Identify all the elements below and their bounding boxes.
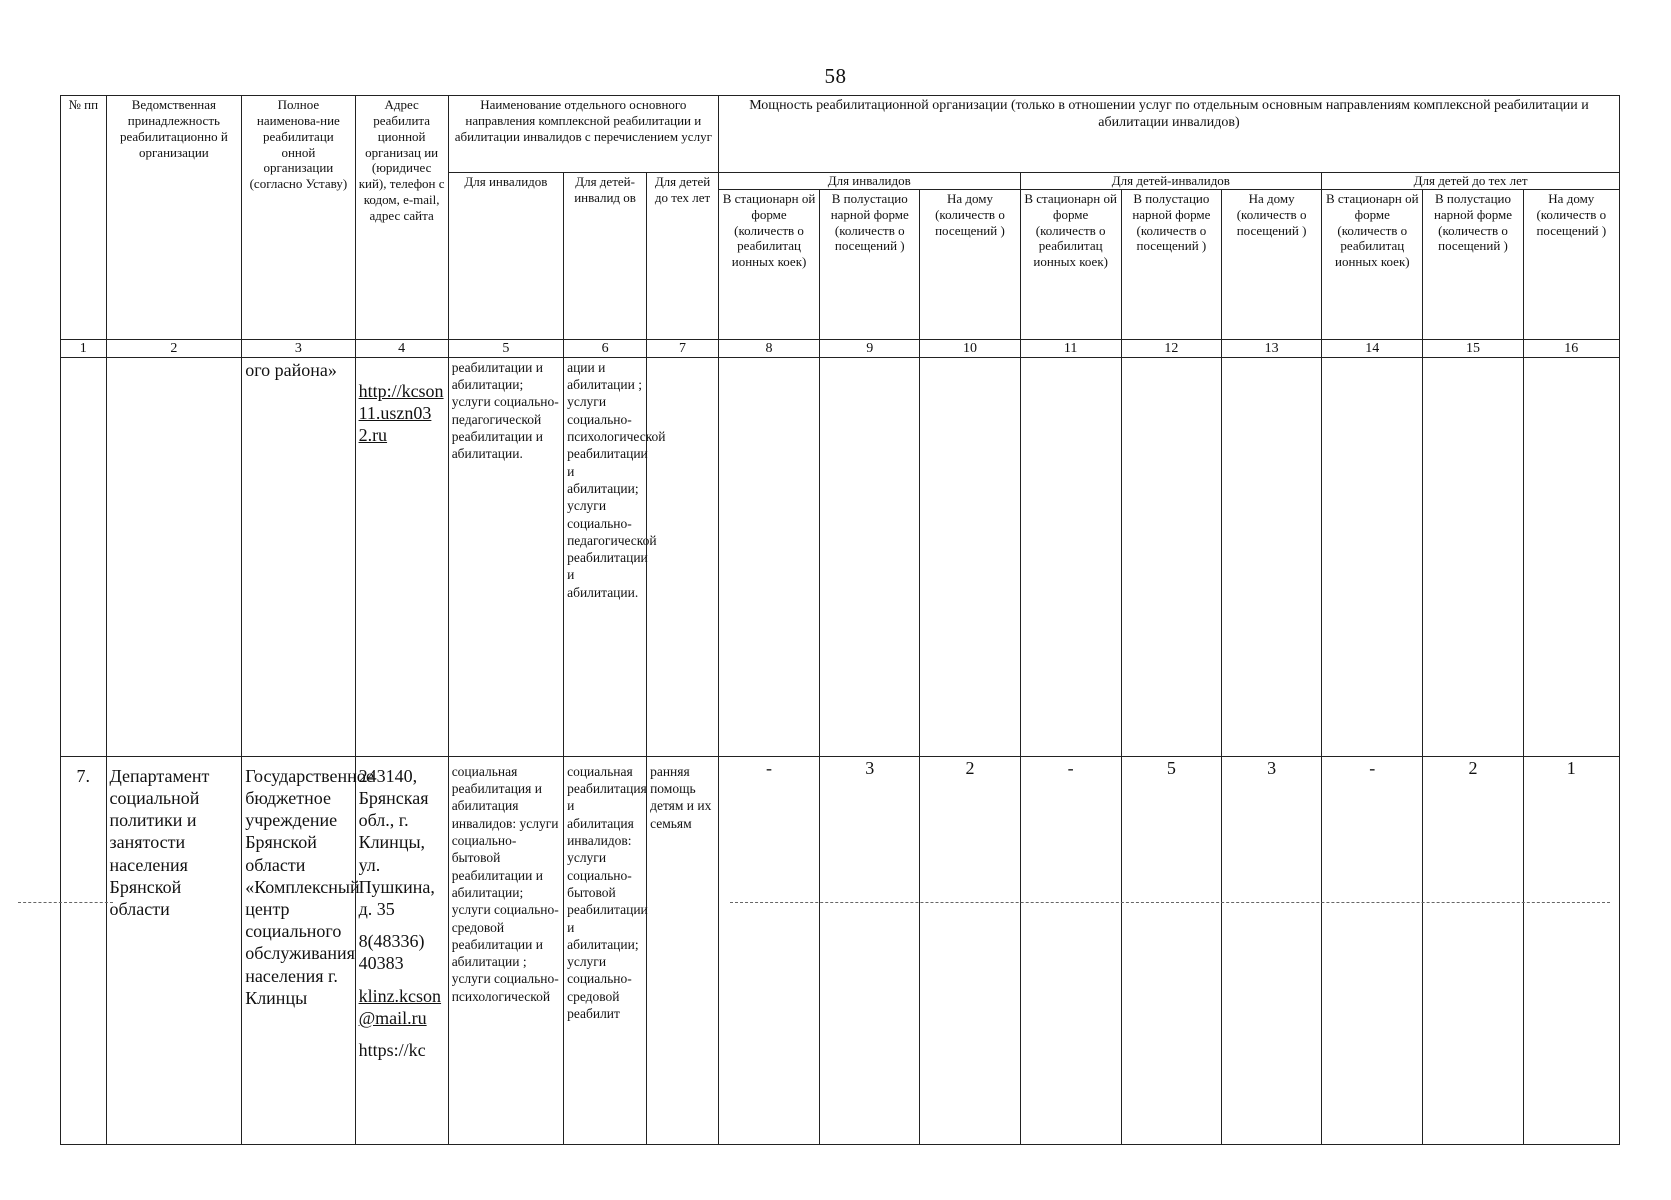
scan-artifact-dashes: [730, 902, 1610, 903]
column-number: 11: [1020, 339, 1121, 357]
cell-empty: [1423, 357, 1523, 756]
capacity-semi-inpatient-children-disabled: 5: [1121, 756, 1221, 1144]
column-number: 6: [564, 339, 647, 357]
capacity-semi-inpatient-young-children: 2: [1423, 756, 1523, 1144]
scan-artifact-dashes: [18, 902, 113, 903]
header-inpatient-children-disabled: В стационарн ой форме (количеств о реабилитац ионных коек): [1020, 189, 1121, 339]
column-number: 2: [106, 339, 242, 357]
cell-empty: [920, 357, 1020, 756]
header-address: Адрес реабилита ционной организац ии (юридичес кий), телефон с кодом, e-mail, адрес сайта: [355, 96, 448, 340]
cell-empty: [1221, 357, 1321, 756]
column-number: 12: [1121, 339, 1221, 357]
cell-empty: [647, 357, 719, 756]
column-number: 3: [242, 339, 355, 357]
table-row-continued: [61, 357, 1620, 756]
services-young-children: ранняя помощь детям и их семьям: [647, 756, 719, 1144]
column-number: 16: [1523, 339, 1619, 357]
rehabilitation-organizations-table: [60, 95, 1620, 1145]
column-number: 5: [448, 339, 563, 357]
services-children-tail: ации и абилитации ; услуги социально-психологической реабилитации и абилитации; услуги социально-педагогической реабилитации и абилитации.: [564, 357, 647, 756]
header-capacity-disabled: Для инвалидов: [718, 173, 1020, 190]
department-name: Департамент социальной политики и занятости населения Брянской области: [106, 756, 242, 1144]
header-services-group: Наименование отдельного основного направления комплексной реабилитации и абилитации инвалидов с перечислением услуг: [448, 96, 718, 173]
header-services-young-children: Для детей до тех лет: [647, 173, 719, 340]
column-number: 4: [355, 339, 448, 357]
header-services-children-disabled: Для детей-инвалид ов: [564, 173, 647, 340]
cell-empty: [820, 357, 920, 756]
capacity-at-home-children-disabled: 3: [1221, 756, 1321, 1144]
address: 243140, Брянская обл., г. Клинцы, ул. Пушкина, д. 35: [358, 765, 435, 920]
column-number: 7: [647, 339, 719, 357]
header-at-home-disabled: На дому (количеств о посещений ): [920, 189, 1020, 339]
services-disabled-tail: реабилитации и абилитации; услуги социально-педагогической реабилитации и абилитации.: [448, 357, 563, 756]
cell-empty: [1322, 357, 1423, 756]
cell-empty: [106, 357, 242, 756]
header-semi-inpatient-children-disabled: В полустацио нарной форме (количеств о посещений ): [1121, 189, 1221, 339]
header-number: № пп: [61, 96, 107, 340]
capacity-at-home-disabled: 2: [920, 756, 1020, 1144]
header-services-disabled: Для инвалидов: [448, 173, 563, 340]
column-number: 8: [718, 339, 819, 357]
column-number-row: [61, 339, 1620, 357]
cell-empty: [1523, 357, 1619, 756]
services-children-disabled: социальная реабилитация и абилитация инвалидов: услуги социально-бытовой реабилитации и абилитации; услуги социально-средовой реабилит: [564, 756, 647, 1144]
column-number: 1: [61, 339, 107, 357]
capacity-semi-inpatient-disabled: 3: [820, 756, 920, 1144]
capacity-at-home-young-children: 1: [1523, 756, 1619, 1144]
organization-name: Государственное бюджетное учреждение Брянской области «Комплексный центр социального обслуживания населения г. Клинцы: [242, 756, 355, 1144]
capacity-inpatient-children-disabled: -: [1020, 756, 1121, 1144]
page-number: 58: [824, 64, 847, 88]
header-department: Ведомственная принадлежность реабилитационно й организации: [106, 96, 242, 340]
cell-empty: [61, 357, 107, 756]
website-link[interactable]: http://kcson11.uszn032.ru: [358, 380, 444, 446]
header-semi-inpatient-disabled: В полустацио нарной форме (количеств о посещений ): [820, 189, 920, 339]
website-link[interactable]: https://kc: [358, 1040, 426, 1061]
services-disabled: социальная реабилитация и абилитация инвалидов: услуги социально-бытовой реабилитации и абилитации; услуги социально-средовой реабилитации и абилитации ; услуги социально-психологической: [448, 756, 563, 1144]
phone: 8(48336) 40383: [358, 931, 425, 974]
column-number: 13: [1221, 339, 1321, 357]
row-number: 7.: [61, 756, 107, 1144]
column-number: 15: [1423, 339, 1523, 357]
email-link[interactable]: klinz.kcson@mail.ru: [358, 985, 442, 1028]
header-inpatient-disabled: В стационарн ой форме (количеств о реабилитац ионных коек): [718, 189, 819, 339]
header-capacity-group: Мощность реабилитационной организации (только в отношении услуг по отдельным основным направлениям комплексной реабилитации и абилитации инвалидов): [718, 96, 1619, 173]
header-inpatient-young-children: В стационарн ой форме (количеств о реабилитац ионных коек): [1322, 189, 1423, 339]
header-at-home-young-children: На дому (количеств о посещений ): [1523, 189, 1619, 339]
column-number: 14: [1322, 339, 1423, 357]
cell-empty: [1121, 357, 1221, 756]
table-row-7: [61, 756, 1620, 1144]
cell-empty: [718, 357, 819, 756]
header-at-home-children-disabled: На дому (количеств о посещений ): [1221, 189, 1321, 339]
header-organization-name: Полное наименова-ние реабилитаци онной организации (согласно Уставу): [242, 96, 355, 340]
capacity-inpatient-disabled: -: [718, 756, 819, 1144]
capacity-inpatient-young-children: -: [1322, 756, 1423, 1144]
header-semi-inpatient-young-children: В полустацио нарной форме (количеств о посещений ): [1423, 189, 1523, 339]
column-number: 9: [820, 339, 920, 357]
header-capacity-children-disabled: Для детей-инвалидов: [1020, 173, 1322, 190]
header-capacity-young-children: Для детей до тех лет: [1322, 173, 1620, 190]
cell-empty: [1020, 357, 1121, 756]
column-number: 10: [920, 339, 1020, 357]
organization-name-tail: ого района»: [242, 357, 355, 756]
